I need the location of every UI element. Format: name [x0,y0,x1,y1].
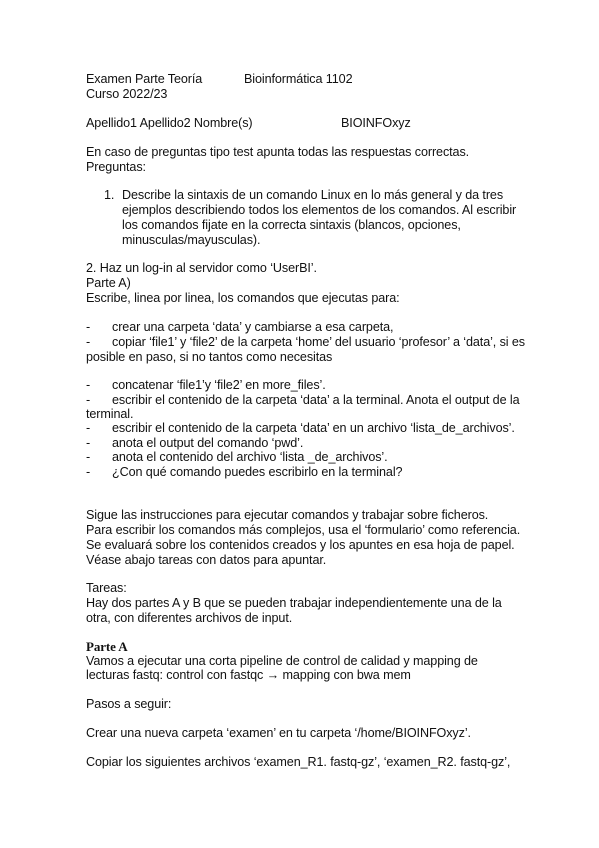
question-1-line: ejemplos describiendo todos los elementos de los comandos. Al escribir [122,203,517,217]
question-2-title: 2. Haz un log-in al servidor como ‘UserBI’. [86,261,317,275]
task-item: anota el output del comando ‘pwd’. [112,436,304,450]
intro-line-1: En caso de preguntas tipo test apunta todas las respuestas correctas. [86,145,470,159]
question-2-instruction: Escribe, linea por linea, los comandos que ejecutas para: [86,291,400,305]
list-dash: - [86,335,91,349]
instruction-line: Sigue las instrucciones para ejecutar comandos y trabajar sobre ficheros. [86,508,489,522]
course-name: Bioinformática 1102 [244,72,353,86]
tareas-line: Hay dos partes A y B que se pueden trabajar independientemente una de la [86,596,502,610]
tareas-title: Tareas: [86,581,127,595]
step-2: Copiar los siguientes archivos ‘examen_R1. fastq-gz’, ‘examen_R2. fastq-gz’, [86,755,511,769]
list-dash: - [86,378,91,392]
task-item: copiar ‘file1’ y ‘file2’ de la carpeta ‘home’ del usuario ‘profesor’ a ‘data’, si es [112,335,526,349]
task-item-continuation: terminal. [86,407,134,421]
list-dash: - [86,320,91,334]
task-item: escribir el contenido de la carpeta ‘data’ a la terminal. Anota el output de la [112,393,520,407]
instruction-line: Se evaluará sobre los contenidos creados y los apuntes en esa hoja de papel. [86,538,515,552]
parte-a-line: Vamos a ejecutar una corta pipeline de control de calidad y mapping de [86,654,478,668]
instruction-line: Para escribir los comandos más complejos, usa el ‘formulario’ como referencia. [86,523,521,537]
parte-a-heading: Parte A [86,639,128,654]
step-1: Crear una nueva carpeta ‘examen’ en tu carpeta ‘/home/BIOINFOxyz’. [86,726,471,740]
question-1-number: 1. [104,188,115,202]
student-name: Apellido1 Apellido2 Nombre(s) [86,116,253,130]
list-dash: - [86,465,91,479]
question-2-part: Parte A) [86,276,131,290]
pasos-heading: Pasos a seguir: [86,697,172,711]
tareas-line: otra, con diferentes archivos de input. [86,611,293,625]
list-dash: - [86,421,91,435]
course-year: Curso 2022/23 [86,87,168,101]
question-1-line: minusculas/mayusculas). [122,233,261,247]
list-dash: - [86,450,91,464]
list-dash: - [86,436,91,450]
list-dash: - [86,393,91,407]
question-1-line: los comandos fijate en la correcta sintaxis (blancos, opciones, [122,218,461,232]
user-id: BIOINFOxyz [341,116,411,130]
intro-line-2: Preguntas: [86,160,146,174]
parte-a-line: lecturas fastq: control con fastqc → mapping con bwa mem [86,668,411,682]
instruction-line: Véase abajo tareas con datos para apuntar. [86,553,327,567]
task-item: ¿Con qué comando puedes escribirlo en la terminal? [112,465,403,479]
task-item-continuation: posible en paso, si no tantos como necesitas [86,350,333,364]
task-item: escribir el contenido de la carpeta ‘data’ en un archivo ‘lista_de_archivos’. [112,421,515,435]
task-item: concatenar ‘file1’y ‘file2’ en more_files’. [112,378,326,392]
question-1-line: Describe la sintaxis de un comando Linux en lo más general y da tres [122,188,504,202]
task-item: crear una carpeta ‘data’ y cambiarse a esa carpeta, [112,320,394,334]
exam-title: Examen Parte Teoría [86,72,203,86]
task-item: anota el contenido del archivo ‘lista _de_archivos’. [112,450,388,464]
